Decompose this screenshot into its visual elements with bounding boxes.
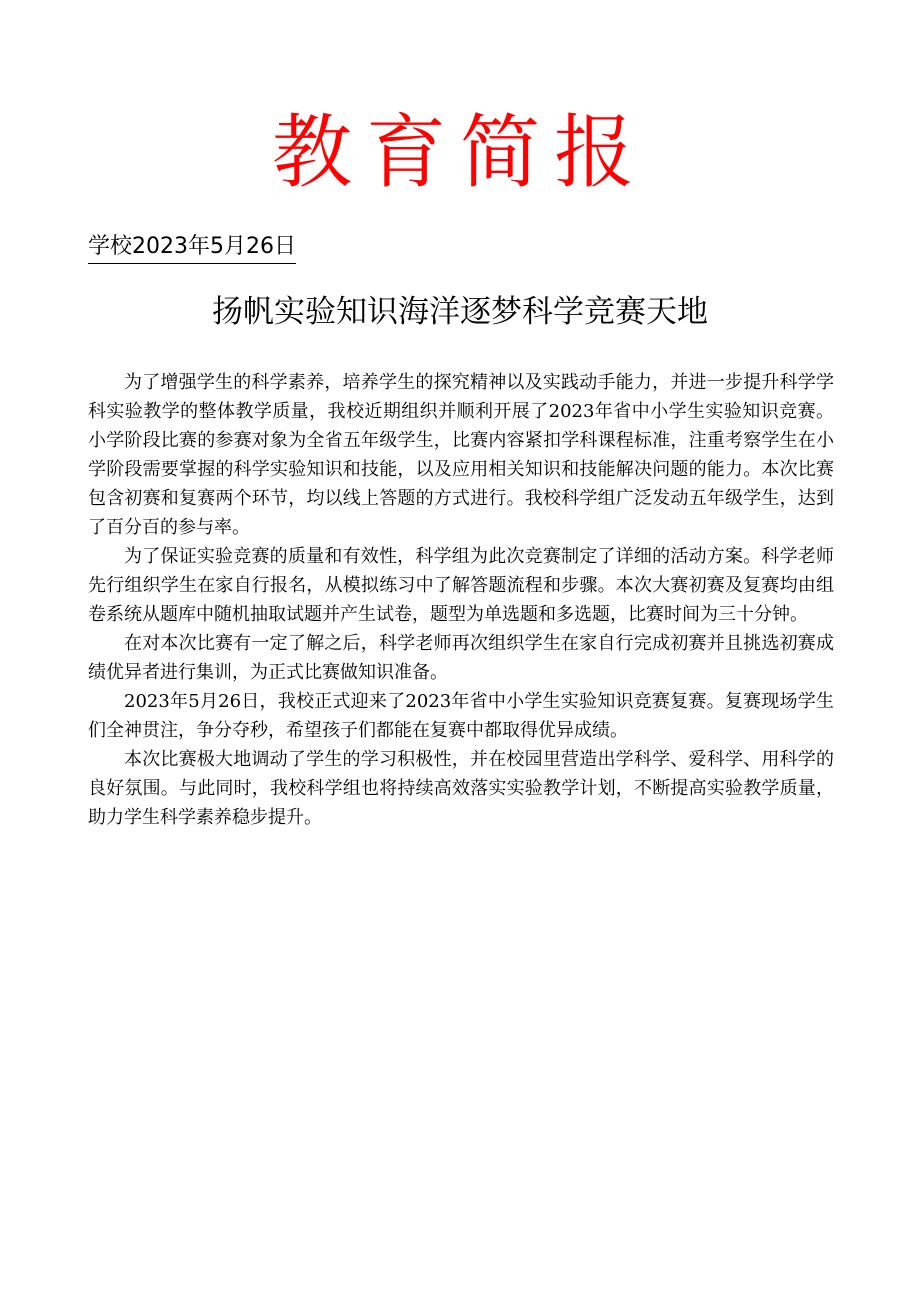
paragraph-2: 为了保证实验竞赛的质量和有效性，科学组为此次竞赛制定了详细的活动方案。科学老师先行组织学生在家自行报名，从模拟练习中了解答题流程和步骤。本次大赛初赛及复赛均由组卷系统从题库中随机抽取试题并产生试卷，题型为单选题和多选题，比赛时间为三十分钟。 — [88, 546, 834, 625]
article-headline: 扬帆实验知识海洋逐梦科学竞赛天地 — [212, 294, 708, 330]
masthead-title: 教育简报 — [272, 106, 648, 199]
dateline: 学校2023年5月26日 — [88, 232, 296, 264]
paragraph-5: 本次比赛极大地调动了学生的学习积极性，并在校园里营造出学科学、爱科学、用科学的良好氛围。与此同时，我校科学组也将持续高效落实实验教学计划，不断提高实验教学质量，助力学生科学素养稳步提升。 — [88, 749, 834, 828]
paragraph-1: 为了增强学生的科学素养，培养学生的探究精神以及实践动手能力，并进一步提升科学学科实验教学的整体教学质量，我校近期组织并顺利开展了2023年省中小学生实验知识竞赛。小学阶段比赛的参赛对象为全省五年级学生，比赛内容紧扣学科课程标准，注重考察学生在小学阶段需要掌握的科学实验知识和技能，以及应用相关知识和技能解决问题的能力。本次比赛包含初赛和复赛两个环节，均以线上答题的方式进行。我校科学组广泛发动五年级学生，达到了百分百的参与率。 — [88, 372, 834, 538]
paragraph-4: 2023年5月26日，我校正式迎来了2023年省中小学生实验知识竞赛复赛。复赛现场学生们全神贯注，争分夺秒，希望孩子们都能在复赛中都取得优异成绩。 — [88, 691, 834, 741]
paragraph-3: 在对本次比赛有一定了解之后，科学老师再次组织学生在家自行完成初赛并且挑选初赛成绩优异者进行集训，为正式比赛做知识准备。 — [88, 633, 834, 683]
article-body — [88, 368, 834, 832]
